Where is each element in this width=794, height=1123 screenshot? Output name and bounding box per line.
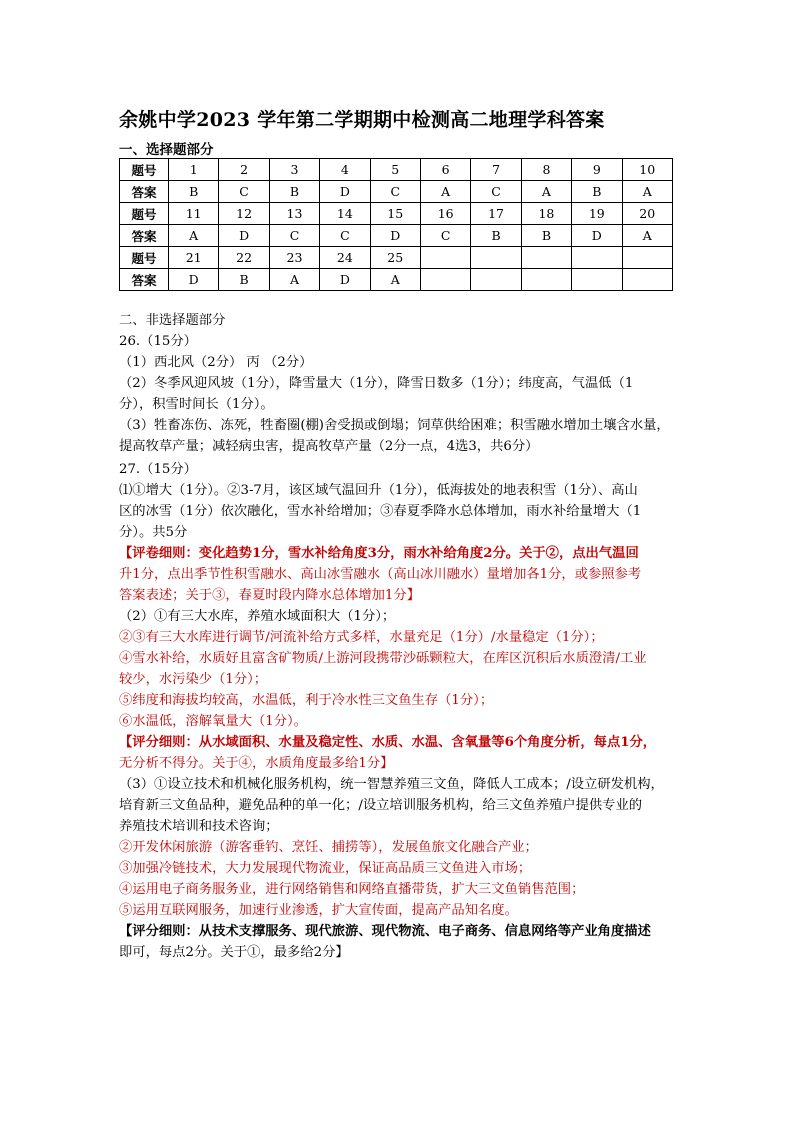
q26-heading: 26.（15分） (119, 334, 197, 349)
answer-table-cell: 8 (521, 159, 571, 181)
answer-table-row-label: 答案 (120, 269, 169, 291)
answer-table-cell: D (320, 181, 370, 203)
q27-part2-rubric-2: 无分析不得分。关于④，水质角度最多给1分】 (119, 756, 394, 771)
answer-table-cell: B (572, 181, 622, 203)
answer-table-row (120, 181, 673, 203)
answer-table-cell: 21 (169, 247, 219, 269)
answer-table-cell: D (572, 225, 622, 247)
answer-table-row (120, 269, 673, 291)
answer-table-cell: C (420, 225, 470, 247)
answer-table-cell: C (370, 181, 420, 203)
q27-part2-line3: ④雪水补给，水质好且富含矿物质/上游河段携带沙砾颗粒大，在库区沉积后水质澄清/工业 (119, 651, 647, 666)
section-multiple-choice-heading: 一、选择题部分 (119, 142, 214, 158)
q27-part1-line2: 区的冰雪（1分）依次融化，雪水补给增加；③春夏季降水总体增加，雨水补给量增大（1 (119, 504, 642, 519)
answer-table-cell: A (269, 269, 319, 291)
answer-table-cell (622, 269, 672, 291)
q27-part2-line5: ⑤纬度和海拔均较高，水温低，利于冷水性三文鱼生存（1分）； (119, 693, 494, 708)
answer-table-cell: 1 (169, 159, 219, 181)
q26-block (119, 310, 679, 457)
q27-part3-line7: ⑤运用互联网服务，加速行业渗透，扩大宣传面，提高产品知名度。 (119, 903, 518, 918)
q27-part1-line3: 分）。共5分 (119, 525, 188, 540)
q27-block (119, 459, 679, 963)
answer-table-cell: 18 (521, 203, 571, 225)
q27-part2-line1: （2）①有三大水库，养殖水域面积大（1分）； (119, 609, 396, 624)
answer-table-cell: 3 (269, 159, 319, 181)
answer-table (119, 158, 673, 291)
answer-table-cell: A (169, 225, 219, 247)
answer-table-cell: D (219, 225, 269, 247)
answer-table-cell: 19 (572, 203, 622, 225)
answer-table-cell: 25 (370, 247, 420, 269)
q27-part3-line3: 养殖技术培训和技术咨询； (119, 819, 279, 834)
answer-table-row-label: 答案 (120, 181, 169, 203)
q27-part3-line5: ③加强冷链技术，大力发展现代物流业，保证高品质三文鱼进入市场； (119, 861, 532, 876)
answer-table-cell: 17 (471, 203, 521, 225)
answer-table-cell: 4 (320, 159, 370, 181)
page-title: 余姚中学2023 学年第二学期期中检测高二地理学科答案 (119, 109, 605, 131)
answer-table-cell: D (370, 225, 420, 247)
answer-table-cell: 2 (219, 159, 269, 181)
answer-table-cell (572, 269, 622, 291)
answer-table-cell: 10 (622, 159, 672, 181)
answer-table-cell: C (219, 181, 269, 203)
answer-table-cell: C (471, 181, 521, 203)
answer-table-cell: B (219, 269, 269, 291)
answer-table-cell: D (169, 269, 219, 291)
answer-table-row-label: 题号 (120, 159, 169, 181)
q27-part3-line6: ④运用电子商务服务业，进行网络销售和网络直播带货，扩大三文鱼销售范围； (119, 882, 585, 897)
answer-table-row-label: 答案 (120, 225, 169, 247)
answer-table-cell: 13 (269, 203, 319, 225)
answer-table-cell: B (269, 181, 319, 203)
q26-answer-1: （1）西北风（2分） 丙 （2分） (119, 355, 313, 370)
answer-table-cell: A (370, 269, 420, 291)
answer-table-cell (521, 247, 571, 269)
q27-part1-rubric-1: 【评卷细则：变化趋势1分，雪水补给角度3分，雨水补给角度2分。关于②，点出气温回 (119, 546, 639, 561)
q26-answer-3-cont: 提高牧草产量；减轻病虫害，提高牧草产量（2分一点，4选3，共6分） (119, 439, 539, 454)
answer-table-cell: 16 (420, 203, 470, 225)
answer-table-row (120, 225, 673, 247)
answer-table-cell (420, 269, 470, 291)
answer-table-cell: 24 (320, 247, 370, 269)
answer-table-cell: A (622, 225, 672, 247)
answer-table-cell: A (420, 181, 470, 203)
q27-heading: 27.（15分） (119, 462, 197, 477)
answer-table-row (120, 203, 673, 225)
q27-part3-rubric-2: 即可，每点2分。关于①，最多给2分】 (119, 945, 349, 960)
answer-table-cell: A (622, 181, 672, 203)
answer-table-row (120, 159, 673, 181)
q26-answer-2-cont: 分），积雪时间长（1分）。 (119, 397, 274, 412)
answer-table-cell: D (320, 269, 370, 291)
answer-table-cell: 6 (420, 159, 470, 181)
answer-table-cell: 23 (269, 247, 319, 269)
answer-table-cell: 7 (471, 159, 521, 181)
q27-part3-line1: （3）①设立技术和机械化服务机构，统一智慧养殖三文鱼，降低人工成本；/设立研发机构， (119, 777, 664, 792)
q27-part1-rubric-3: 答案表述；关于③，春夏时段内降水总体增加1分】 (119, 588, 420, 603)
q26-answer-2: （2）冬季风迎风坡（1分），降雪量大（1分），降雪日数多（1分）；纬度高，气温低（1 (119, 376, 634, 391)
q27-part2-rubric-1: 【评分细则：从水域面积、水量及稳定性、水质、水温、含氧量等6个角度分析，每点1分， (119, 735, 657, 750)
answer-table-cell: B (169, 181, 219, 203)
answer-table-row-label: 题号 (120, 203, 169, 225)
q27-part2-line6: ⑥水温低，溶解氧量大（1分）。 (119, 714, 307, 729)
answer-table-cell: 14 (320, 203, 370, 225)
q27-part3-line4: ②开发休闲旅游（游客垂钓、烹饪、捕捞等），发展鱼旅文化融合产业； (119, 840, 538, 855)
answer-table-cell (521, 269, 571, 291)
answer-table-cell: 11 (169, 203, 219, 225)
answer-table-cell: B (521, 225, 571, 247)
answer-table-cell (471, 247, 521, 269)
q27-part1-line1: ⑴①增大（1分）。②3-7月，该区域气温回升（1分），低海拔处的地表积雪（1分）、高山 (119, 483, 638, 498)
answer-table-cell (572, 247, 622, 269)
answer-table-cell (622, 247, 672, 269)
q27-part3-rubric-1: 【评分细则：从技术支撑服务、现代旅游、现代物流、电子商务、信息网络等产业角度描述 (119, 924, 651, 939)
answer-table-cell: 5 (370, 159, 420, 181)
q27-part3-line2: 培育新三文鱼品种，避免品种的单一化；/设立培训服务机构，给三文鱼养殖户提供专业的 (119, 798, 643, 813)
answer-table-cell: 20 (622, 203, 672, 225)
answer-table-cell (420, 247, 470, 269)
answer-table-cell: 15 (370, 203, 420, 225)
section-non-choice-heading: 二、非选择题部分 (119, 313, 226, 328)
answer-table-cell: C (320, 225, 370, 247)
q27-part2-line4: 较少，水污染少（1分）； (119, 672, 268, 687)
answer-table-cell: 9 (572, 159, 622, 181)
answer-table-cell: 12 (219, 203, 269, 225)
q27-part2-line2: ②③有三大水库进行调节/河流补给方式多样，水量充足（1分）/水量稳定（1分）； (119, 630, 604, 645)
answer-table-row-label: 题号 (120, 247, 169, 269)
answer-table-cell: 22 (219, 247, 269, 269)
answer-table-row (120, 247, 673, 269)
answer-table-cell: C (269, 225, 319, 247)
answer-table-cell: B (471, 225, 521, 247)
q27-part1-rubric-2: 升1分，点出季节性积雪融水、高山冰雪融水（高山冰川融水）量增加各1分，或参照参考 (119, 567, 642, 582)
answer-table-cell (471, 269, 521, 291)
answer-table-cell: A (521, 181, 571, 203)
q26-answer-3: （3）牲畜冻伤、冻死，牲畜圈(棚)舍受损或倒塌；饲草供给困难；积雪融水增加土壤含水量， (119, 418, 670, 433)
